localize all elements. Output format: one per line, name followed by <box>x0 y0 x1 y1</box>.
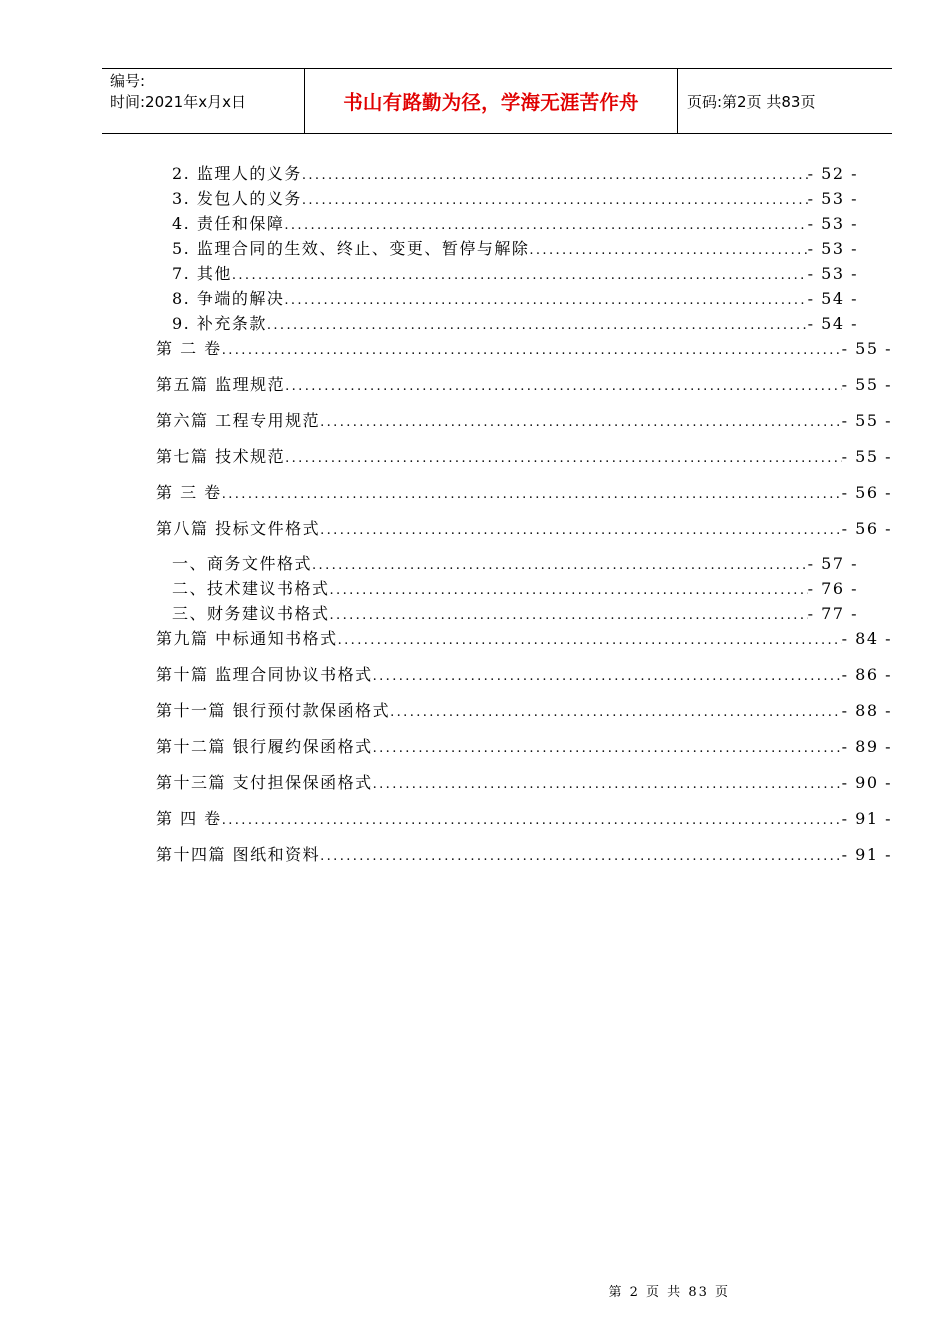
toc-entry-page: - 89 - <box>841 737 892 756</box>
toc-entry-title: 第十二篇 银行履约保函格式 <box>156 737 373 756</box>
toc-entry-page: - 88 - <box>841 701 892 720</box>
toc-entry[interactable] <box>156 336 892 359</box>
toc-entry-page: - 91 - <box>841 809 892 828</box>
toc-entry[interactable] <box>156 444 892 467</box>
toc-leader <box>302 193 808 208</box>
toc-entry-page: - 55 - <box>841 411 892 430</box>
toc-entry-title: 第十一篇 银行预付款保函格式 <box>156 701 391 720</box>
toc-entry-page: - 84 - <box>841 629 892 648</box>
toc-entry[interactable] <box>156 806 892 829</box>
toc-entry[interactable] <box>156 698 892 721</box>
header-page-info: 页码:第2页 共83页 <box>687 92 816 111</box>
toc-entry-page: - 53 - <box>807 264 858 283</box>
toc-entry-page: - 53 - <box>807 189 858 208</box>
toc-leader <box>302 168 808 183</box>
toc-entry[interactable] <box>172 161 858 184</box>
toc-leader <box>529 243 807 258</box>
header-meta <box>102 69 304 133</box>
toc-leader <box>320 523 842 538</box>
toc-entry-title: 7. 其他 <box>172 264 232 283</box>
toc-entry[interactable] <box>156 372 892 395</box>
toc-entry-page: - 54 - <box>807 314 858 333</box>
toc-entry[interactable] <box>156 770 892 793</box>
toc-leader <box>320 849 842 864</box>
toc-entry-page: - 76 - <box>807 579 858 598</box>
document-date: 时间:2021年x月x日 <box>110 93 246 111</box>
toc-leader <box>390 705 842 720</box>
toc-entry-page: - 55 - <box>841 339 892 358</box>
toc-leader <box>284 293 807 308</box>
toc-entry[interactable] <box>156 516 892 539</box>
toc-entry-page: - 53 - <box>807 214 858 233</box>
toc-leader <box>222 343 842 358</box>
toc-entry-page: - 52 - <box>807 164 858 183</box>
toc-entry[interactable] <box>156 842 892 865</box>
toc-leader <box>285 451 842 466</box>
toc-entry-page: - 90 - <box>841 773 892 792</box>
toc-entry-title: 第九篇 中标通知书格式 <box>156 629 338 648</box>
toc-entry-title: 第六篇 工程专用规范 <box>156 411 321 430</box>
toc-entry[interactable] <box>172 261 858 284</box>
toc-entry-title: 8. 争端的解决 <box>172 289 285 308</box>
toc-entry-title: 第十篇 监理合同协议书格式 <box>156 665 373 684</box>
toc-entry-title: 第 四 卷 <box>156 809 222 828</box>
toc-entry[interactable] <box>156 408 892 431</box>
toc-entry-page: - 91 - <box>841 845 892 864</box>
toc-entry-page: - 57 - <box>807 554 858 573</box>
header-motto: 书山有路勤为径，学海无涯苦作舟 <box>343 91 639 114</box>
toc-entry-title: 第 二 卷 <box>156 339 222 358</box>
footer-page-number: 第 2 页 共 83 页 <box>608 1285 730 1300</box>
toc-entry-page: - 54 - <box>807 289 858 308</box>
toc-entry[interactable] <box>172 311 858 334</box>
toc-entry-title: 第 三 卷 <box>156 483 222 502</box>
toc-leader <box>330 583 808 598</box>
toc-leader <box>222 487 842 502</box>
toc-leader <box>338 633 842 648</box>
toc-entry[interactable] <box>172 576 858 599</box>
toc-entry[interactable] <box>172 186 858 209</box>
toc-entry-title: 3. 发包人的义务 <box>172 189 302 208</box>
toc-leader <box>330 608 808 623</box>
toc-entry-title: 2. 监理人的义务 <box>172 164 302 183</box>
toc-leader <box>320 415 842 430</box>
toc-entry-title: 第八篇 投标文件格式 <box>156 519 321 538</box>
toc-entry-page: - 56 - <box>841 483 892 502</box>
toc-entry[interactable] <box>172 286 858 309</box>
toc-leader <box>373 669 842 684</box>
page-header <box>102 68 892 134</box>
toc-entry-title: 9. 补充条款 <box>172 314 267 333</box>
toc-entry-title: 第五篇 监理规范 <box>156 375 286 394</box>
toc-entry-page: - 55 - <box>841 447 892 466</box>
toc-entry-title: 第十四篇 图纸和资料 <box>156 845 321 864</box>
toc-leader <box>284 218 807 233</box>
toc-entry-title: 一、商务文件格式 <box>172 554 313 573</box>
toc-leader <box>373 741 842 756</box>
toc-entry-page: - 55 - <box>841 375 892 394</box>
toc-entry[interactable] <box>172 236 858 259</box>
toc-entry-title: 5. 监理合同的生效、终止、变更、暂停与解除 <box>172 239 530 258</box>
toc-entry[interactable] <box>156 480 892 503</box>
toc-entry[interactable] <box>172 211 858 234</box>
toc-entry-title: 4. 责任和保障 <box>172 214 285 233</box>
toc-entry[interactable] <box>156 626 892 649</box>
toc-entry[interactable] <box>172 601 858 624</box>
toc-entry-title: 二、技术建议书格式 <box>172 579 330 598</box>
toc-entry-page: - 53 - <box>807 239 858 258</box>
document-number-label: 编号: <box>110 72 146 90</box>
toc-leader <box>232 268 808 283</box>
header-motto-cell <box>304 69 678 133</box>
toc-leader <box>373 777 842 792</box>
toc-entry-page: - 56 - <box>841 519 892 538</box>
toc-leader <box>285 379 842 394</box>
toc-leader <box>267 318 808 333</box>
toc-entry-page: - 77 - <box>807 604 858 623</box>
toc-leader <box>312 558 808 573</box>
toc-entry[interactable] <box>172 551 858 574</box>
toc-entry[interactable] <box>156 734 892 757</box>
toc-entry-page: - 86 - <box>841 665 892 684</box>
toc-entry-title: 第七篇 技术规范 <box>156 447 286 466</box>
toc-entry-title: 三、财务建议书格式 <box>172 604 330 623</box>
page-footer <box>0 1281 950 1300</box>
toc-entry[interactable] <box>156 662 892 685</box>
toc-leader <box>222 813 842 828</box>
toc-entry-title: 第十三篇 支付担保保函格式 <box>156 773 373 792</box>
